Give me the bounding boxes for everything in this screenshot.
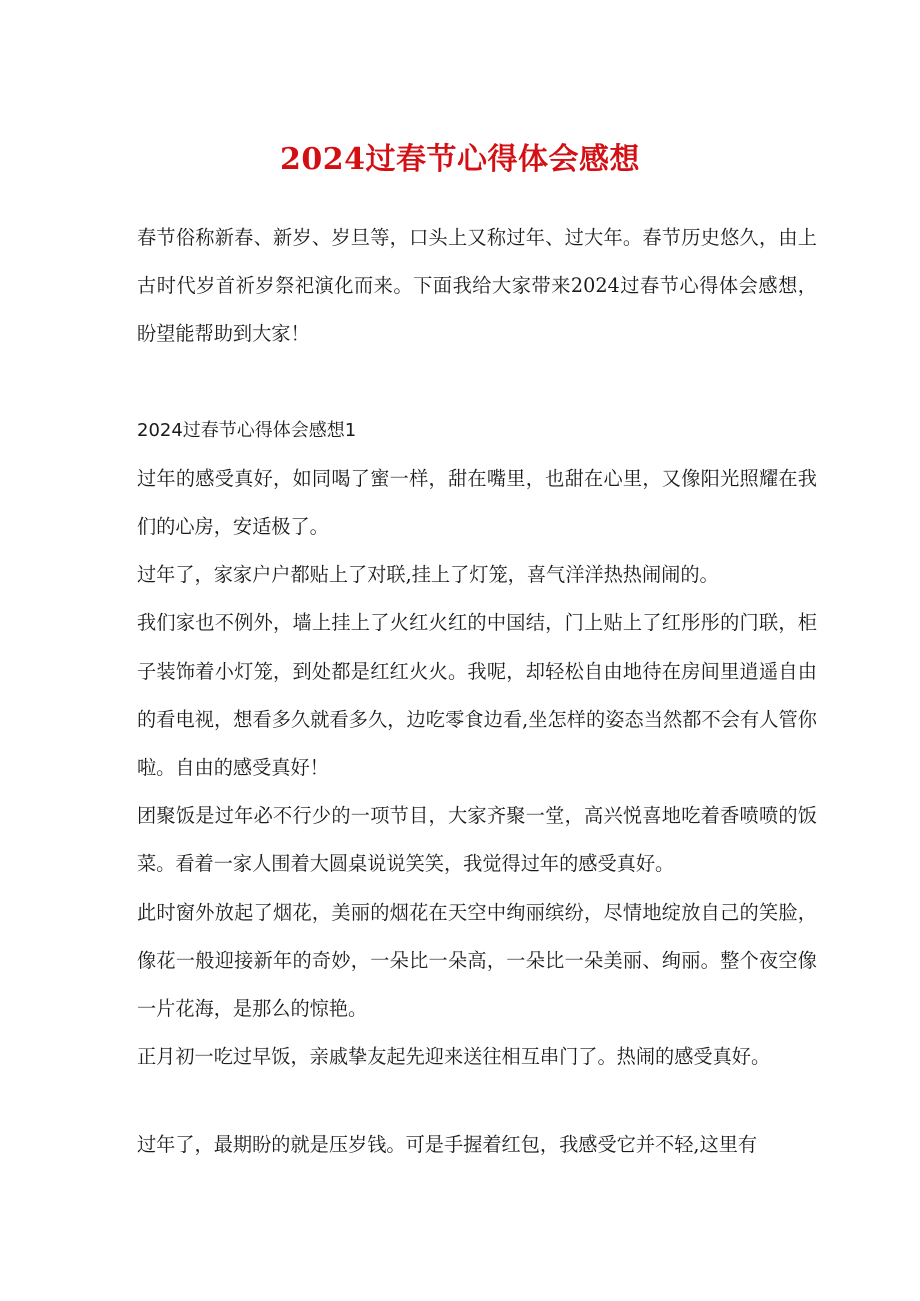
body-paragraph: 正月初一吃过早饭，亲戚挚友起先迎来送往相互串门了。热闹的感受真好。 [137, 1045, 771, 1069]
body-paragraph: 过年的感受真好，如同喝了蜜一样，甜在嘴里，也甜在心里，又像阳光照耀在我们的心房，安适极了。 [137, 466, 817, 539]
body-paragraph: 此时窗外放起了烟花，美丽的烟花在天空中绚丽缤纷，尽情地绽放自己的笑脸，像花一般迎接新年的奇妙，一朵比一朵高，一朵比一朵美丽、绚丽。整个夜空像一片花海，是那么的惊艳。 [137, 900, 817, 1021]
spacer [137, 1081, 817, 1121]
body-paragraph: 我们家也不例外，墙上挂上了火红火红的中国结，门上贴上了红彤彤的门联，柜子装饰着小灯笼，到处都是红红火火。我呢，却轻松自由地待在房间里逍遥自由的看电视，想看多久就看多久，边吃零食边看,坐怎样的姿态当然都不会有人管你啦。自由的感受真好！ [137, 611, 817, 780]
body-paragraph: 过年了，家家户户都贴上了对联,挂上了灯笼，喜气洋洋热热闹闹的。 [137, 563, 719, 587]
document-title: 2024过春节心得体会感想 [280, 142, 640, 177]
intro-paragraph: 春节俗称新春、新岁、岁旦等，口头上又称过年、过大年。春节历史悠久，由上古时代岁首祈岁祭祀演化而来。下面我给大家带来2024过春节心得体会感想，盼望能帮助到大家！ [137, 226, 817, 346]
body-paragraph: 团聚饭是过年必不行少的一项节目，大家齐聚一堂，高兴悦喜地吃着香喷喷的饭菜。看着一家人围着大圆桌说说笑笑，我觉得过年的感受真好。 [137, 804, 817, 876]
spacer [137, 359, 817, 407]
document-body [137, 214, 817, 1170]
section-heading: 2024过春节心得体会感想1 [137, 419, 357, 441]
body-paragraph-cut-off: 过年了，最期盼的就是压岁钱。可是手握着红包，我感受它并不轻,这里有 [137, 1133, 758, 1157]
